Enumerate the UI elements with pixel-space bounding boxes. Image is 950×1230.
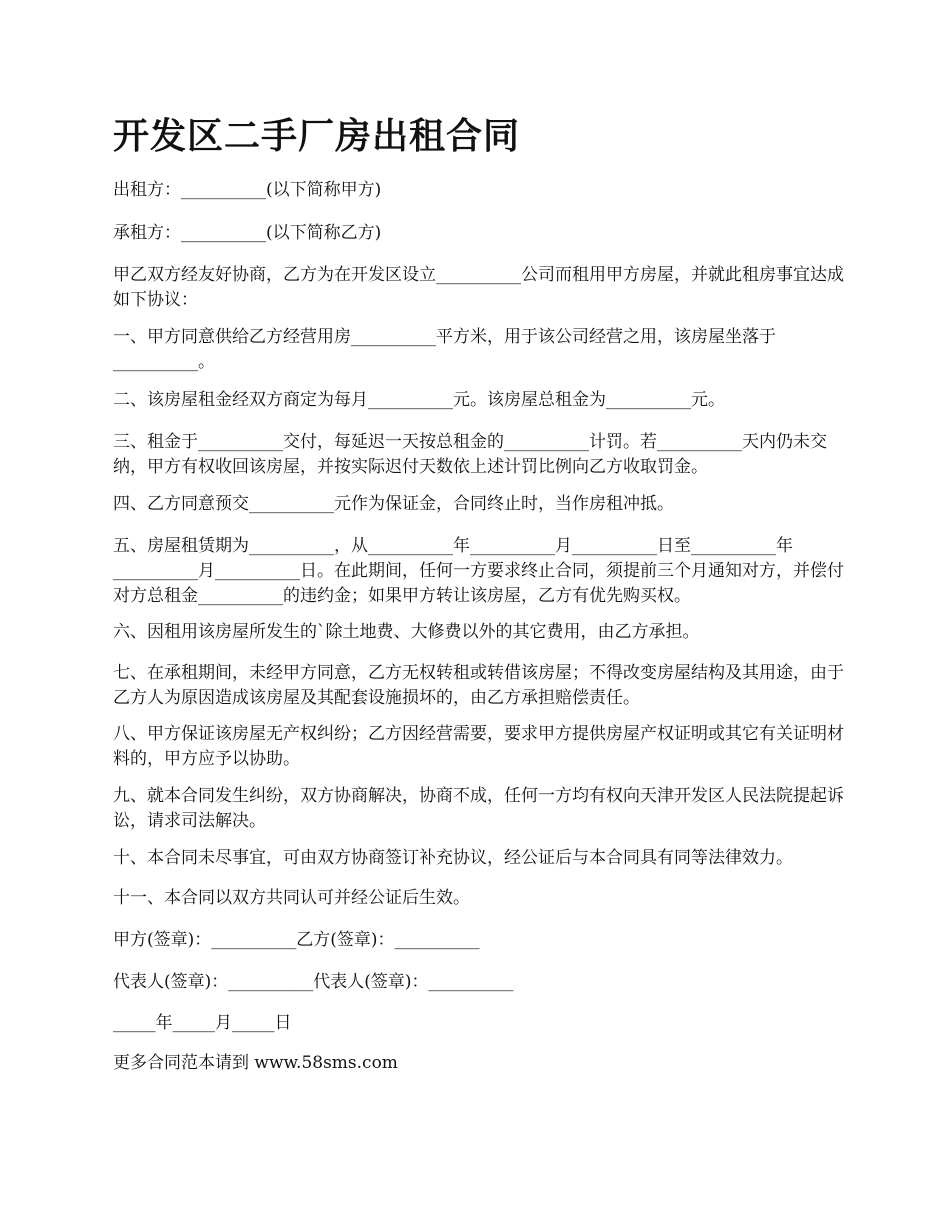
footer-more-templates: 更多合同范本请到 www.58sms.com bbox=[113, 1053, 398, 1073]
clause-1: 一、甲方同意供给乙方经营用房__________平方米，用于该公司经营之用，该房屋坐落于__________。 bbox=[113, 327, 776, 372]
clause-2: 二、该房屋租金经双方商定为每月__________元。该房屋总租金为__________元。 bbox=[113, 390, 725, 410]
clause-6: 六、因租用该房屋所发生的`除土地费、大修费以外的其它费用，由乙方承担。 bbox=[113, 622, 700, 642]
lessee-line: 承租方：__________(以下简称乙方) bbox=[113, 223, 382, 243]
clause-7: 七、在承租期间，未经甲方同意，乙方无权转租或转借该房屋；不得改变房屋结构及其用途，由于乙方人为原因造成该房屋及其配套设施损坏的，由乙方承担赔偿责任。 bbox=[113, 663, 844, 708]
clause-8: 八、甲方保证该房屋无产权纠纷；乙方因经营需要，要求甲方提供房屋产权证明或其它有关证明材料的，甲方应予以协助。 bbox=[113, 724, 844, 769]
clause-5: 五、房屋租赁期为__________，从__________年__________月__________日至__________年__________月__________日。在此期间，任何一方要求终止合同，须提前三个月通知对方，并偿付对方总租金__________的违约金；如果甲方转让该房屋，乙方有优先购买权。 bbox=[113, 536, 844, 606]
clause-3: 三、租金于__________交付，每延迟一天按总租金的__________计罚。若__________天内仍未交纳，甲方有权收回该房屋，并按实际迟付天数依上述计罚比例向乙方收取罚金。 bbox=[113, 432, 827, 477]
clause-11: 十一、本合同以双方共同认可并经公证后生效。 bbox=[113, 888, 470, 908]
date-line: _____年_____月_____日 bbox=[113, 1013, 292, 1033]
clause-10: 十、本合同未尽事宜，可由双方协商签订补充协议，经公证后与本合同具有同等法律效力。 bbox=[113, 848, 793, 868]
lessor-line: 出租方：__________(以下简称甲方) bbox=[113, 180, 382, 200]
representative-signature-line: 代表人(签章)：__________代表人(签章)：__________ bbox=[113, 972, 514, 992]
preamble-paragraph: 甲乙双方经友好协商，乙方为在开发区设立__________公司而租用甲方房屋，并就此租房事宜达成如下协议： bbox=[113, 265, 844, 310]
document-title: 开发区二手厂房出租合同 bbox=[113, 116, 521, 157]
party-a-b-signature-line: 甲方(签章)：__________乙方(签章)：__________ bbox=[113, 930, 480, 950]
clause-4: 四、乙方同意预交__________元作为保证金，合同终止时，当作房租冲抵。 bbox=[113, 494, 674, 514]
clause-9: 九、就本合同发生纠纷，双方协商解决，协商不成，任何一方均有权向天津开发区人民法院提起诉讼，请求司法解决。 bbox=[113, 786, 844, 831]
